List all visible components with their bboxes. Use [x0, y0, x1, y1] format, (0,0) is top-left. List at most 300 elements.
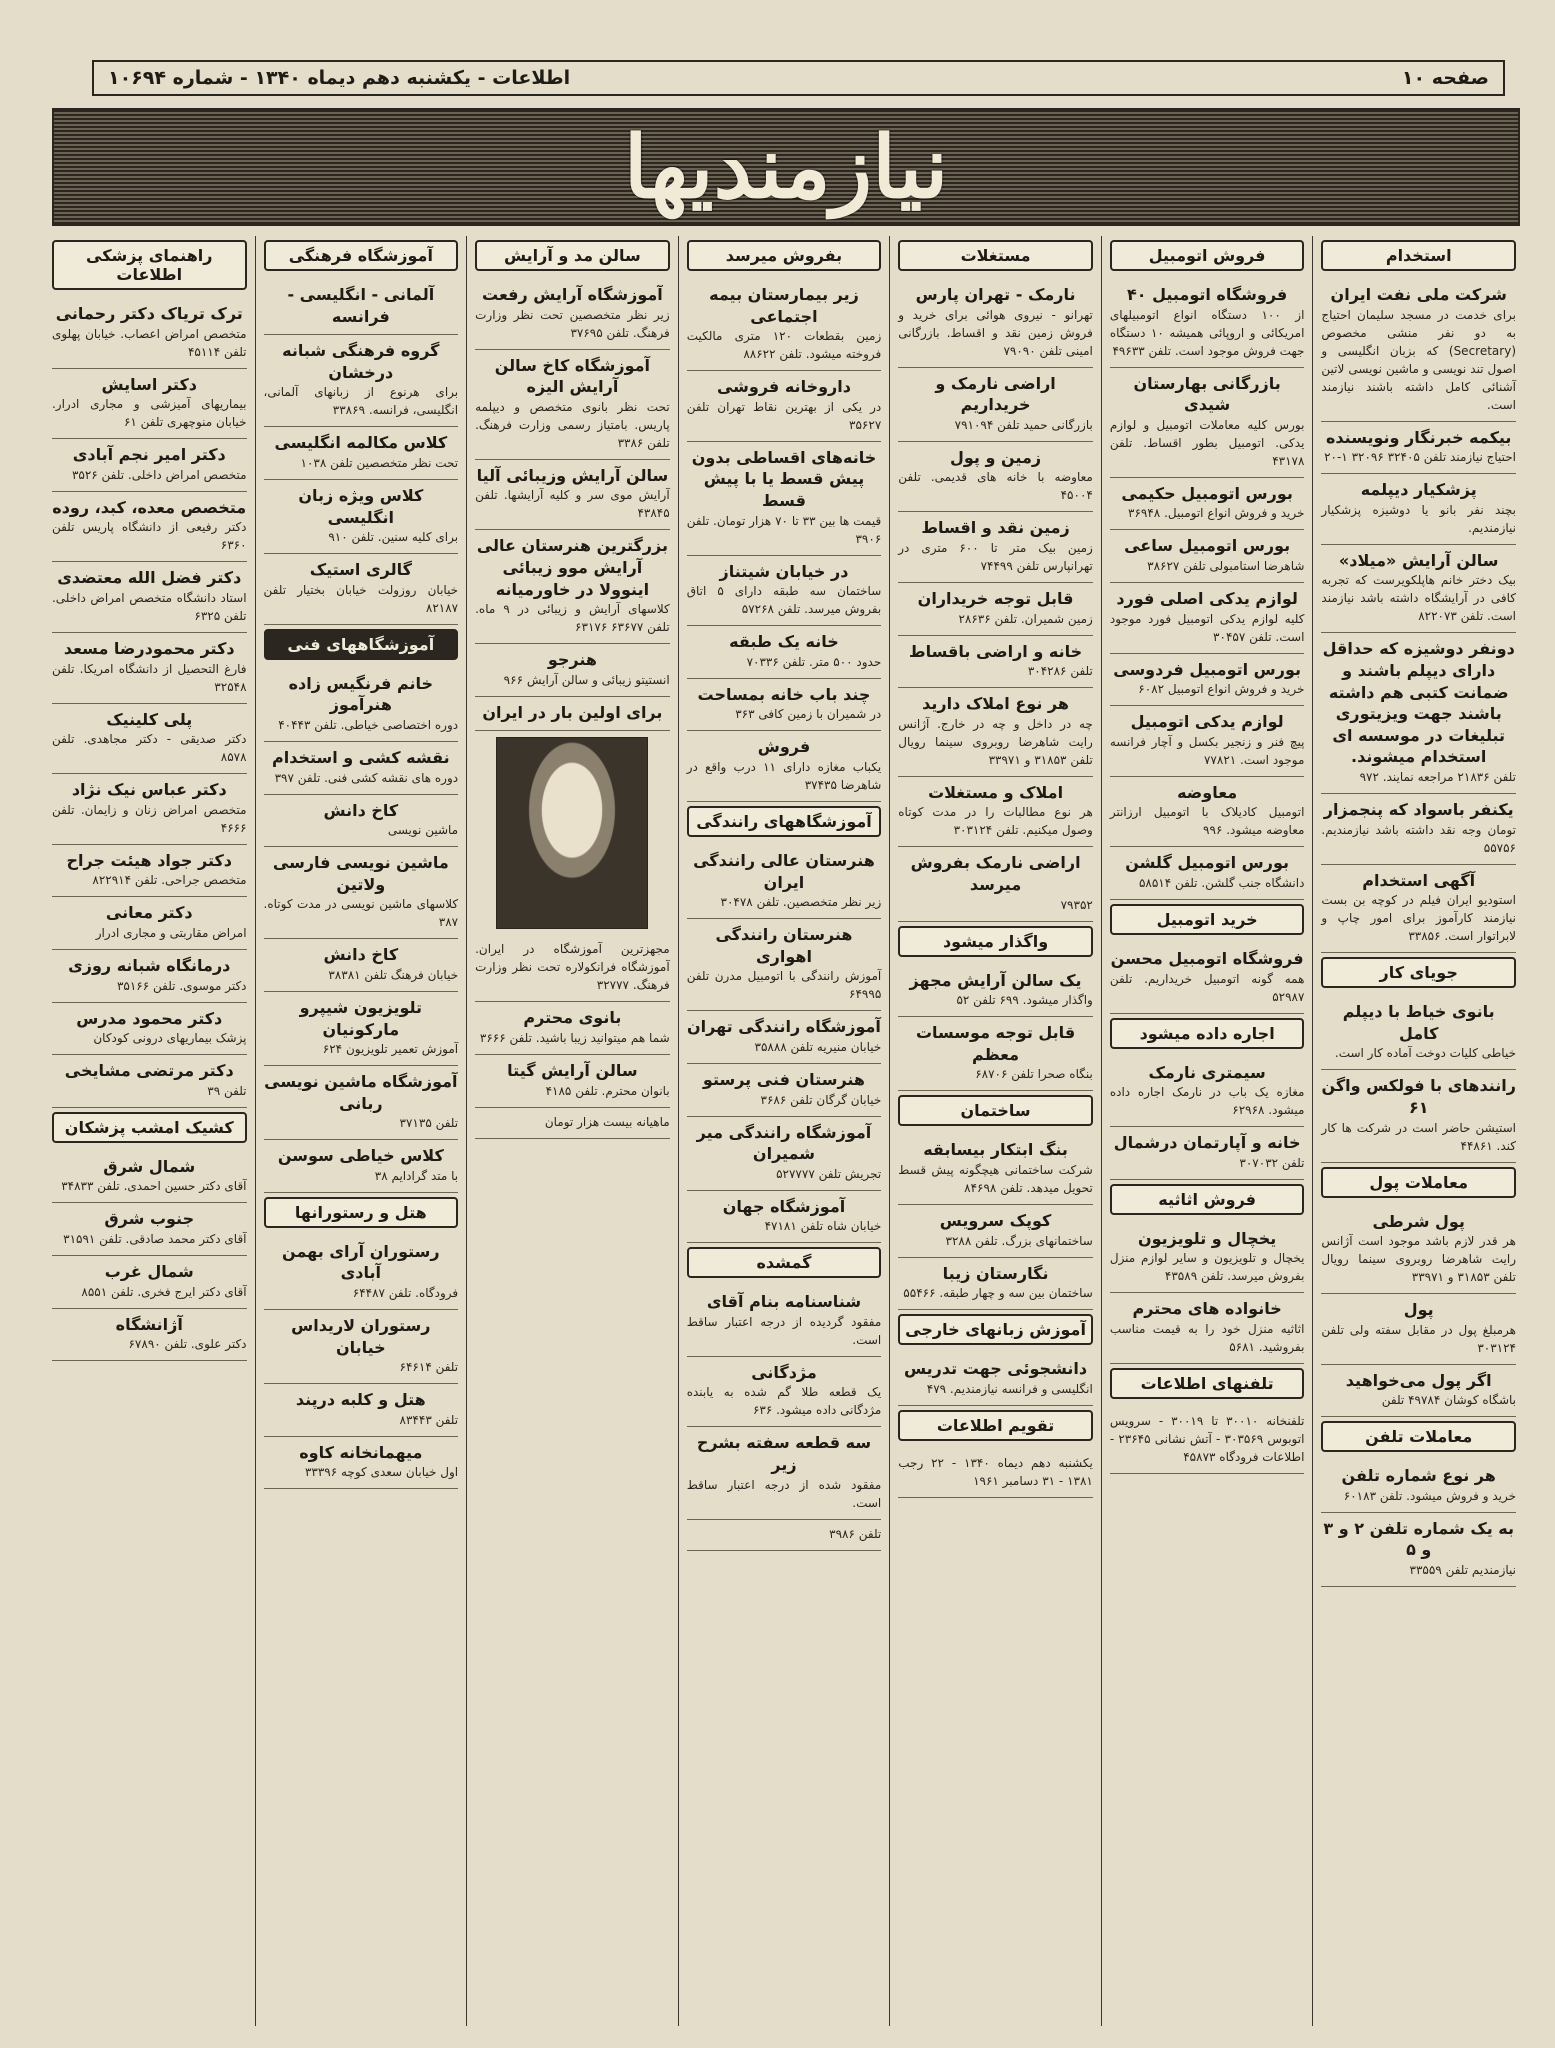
classified-ad	[1321, 1513, 1516, 1587]
ad-title: یک سالن آرایش مجهز	[909, 970, 1082, 990]
ad-body: زیر نظر متخصصین. تلفن ۳۰۴۷۸	[720, 895, 882, 910]
ad-title: زمین نقد و اقساط	[921, 518, 1070, 538]
ad-body: تلفنخانه ۳۰۰۱۰ تا ۳۰۰۱۹ - سرویس اتوبوس ۳۰۳۵۶۹ - آتش نشانی ۲۳۶۴۵ - اطلاعات فرودگاه ۴۵۸۷۳	[1109, 1413, 1305, 1464]
ad-body: بچند نفر بانو یا دوشیزه پزشکیار نیازمندیم.	[1321, 502, 1516, 535]
ad-title: بزرگترین هنرستان عالی آرایش موو زیبائی اینوولا در خاورمیانه	[476, 536, 668, 599]
ad-title: کاخ دانش	[323, 800, 399, 820]
ad-body: شما هم میتوانید زیبا باشید. تلفن ۳۶۶۶	[479, 1030, 670, 1045]
classified-ad	[264, 1384, 459, 1437]
ad-body: خیابان شاه تلفن ۴۷۱۸۱	[764, 1219, 882, 1234]
classified-ad	[52, 439, 247, 492]
column-4	[678, 236, 890, 2026]
classified-ad	[52, 1151, 247, 1204]
ad-title: در خیابان شیتناز	[719, 561, 849, 581]
ad-body: دکتر موسوی. تلفن ۳۵۱۶۶	[116, 978, 247, 993]
classified-ad	[52, 369, 247, 440]
section-heading: ساختمان	[898, 1095, 1093, 1126]
classified-ad	[264, 480, 459, 554]
ad-body: تجریش تلفن ۵۲۷۷۷۷	[776, 1166, 882, 1181]
classified-ad	[687, 845, 882, 919]
dateline: اطلاعات - یکشنبه دهم دیماه ۱۳۴۰ - شماره ۱۰۶۹۴	[108, 67, 571, 89]
ad-title: معاوضه	[1177, 782, 1238, 802]
classified-ad	[687, 442, 882, 556]
ad-title: شمال شرق	[103, 1156, 196, 1176]
ad-body: بانوان محترم. تلفن ۴۱۸۵	[545, 1083, 670, 1098]
ad-title: هر نوع شماره تلفن	[1341, 1466, 1496, 1486]
ad-body: دکتر صدیقی - دکتر مجاهدی. تلفن ۸۵۷۸	[51, 732, 247, 765]
classified-ad	[1110, 943, 1305, 1014]
section-heading: آموزشگاه فرهنگی	[264, 240, 459, 271]
classified-ad	[264, 1310, 459, 1384]
ad-title: بانوی محترم	[523, 1008, 622, 1028]
classified-ad	[1321, 422, 1516, 475]
classified-ad	[264, 1140, 459, 1193]
ad-body: هر قدر لازم باشد موجود است آژانس رایت شاهرضا روبروی سینما رویال تلفن ۳۱۸۵۳ و ۳۳۹۷۱	[1321, 1234, 1516, 1285]
classified-ad	[1110, 1057, 1305, 1128]
classified-ad	[898, 777, 1093, 848]
classified-ad	[898, 1134, 1093, 1205]
ad-title: اراضی نارمک بفروش میرسد	[910, 853, 1081, 894]
classified-ad	[898, 1258, 1093, 1311]
ad-title: سیمتری نارمک	[1148, 1062, 1266, 1082]
ad-title: آموزشگاه ماشین نویسی ربانی	[264, 1072, 458, 1113]
ad-title: بازرگانی بهارستان شیدی	[1133, 373, 1281, 415]
ad-body: دانشگاه جنب گلشن. تلفن ۵۸۵۱۴	[1138, 875, 1305, 890]
ad-body: تلفن ۳۰۴۲۸۶	[1027, 664, 1093, 679]
ad-body: اتومبیل کادیلاک با اتومبیل ارزانتر معاوضه میشود. ۹۹۶	[1109, 805, 1305, 838]
ad-title: درمانگاه شبانه روزی	[68, 955, 231, 975]
classified-ad	[52, 704, 247, 775]
classified-ad	[1321, 279, 1516, 422]
ad-title: دکتر امیر نجم آبادی	[72, 445, 226, 465]
classified-ad	[898, 512, 1093, 583]
ad-title: دکتر عباس نیک نژاد	[71, 780, 227, 800]
ad-body: آقای دکتر محمد صادقی. تلفن ۳۱۵۹۱	[63, 1231, 247, 1246]
ad-body: تلفن ۳۹۸۶	[829, 1526, 882, 1541]
ad-title: کاخ دانش	[323, 945, 399, 965]
section-heading: هتل و رستورانها	[264, 1197, 459, 1228]
ad-body: انگلیسی و فرانسه نیازمندیم. ۴۷۹	[926, 1381, 1093, 1396]
classified-ad	[1321, 1206, 1516, 1295]
classified-ad	[52, 1256, 247, 1309]
section-banner	[52, 108, 1520, 226]
ad-title: برای اولین بار در ایران	[482, 702, 663, 722]
classified-ad	[475, 935, 670, 1002]
classified-ad	[475, 460, 670, 531]
ad-body: استاد دانشگاه متخصص امراض داخلی. تلفن ۶۳۲۵	[51, 590, 247, 623]
classified-ad	[52, 562, 247, 633]
ad-body: آرایش موی سر و کلیه آرایشها. تلفن ۴۳۸۴۵	[475, 488, 670, 521]
ad-body: ساختمان بین سه و چهار طبقه. ۵۵۴۶۶	[903, 1286, 1093, 1301]
classified-ad	[264, 992, 459, 1066]
ad-body: کلاسهای آرایش و زیبائی در ۹ ماه. تلفن ۶۳۶۷۷ ۶۳۱۷۶	[475, 602, 670, 635]
ad-body: خیابان فرهنگ تلفن ۳۸۳۸۱	[328, 967, 459, 982]
classified-ad	[687, 679, 882, 732]
ad-body: یخچال و تلویزیون و سایر لوازم منزل بفروش میرسد. تلفن ۴۳۵۸۹	[1109, 1251, 1305, 1284]
ad-body: بنگاه صحرا تلفن ۶۸۷۰۶	[975, 1067, 1093, 1082]
ad-body: زمین بقطعات ۱۲۰ متری مالکیت فروخته میشود. تلفن ۸۸۶۲۲	[686, 329, 882, 362]
classified-ad	[687, 556, 882, 627]
classified-ad	[264, 335, 459, 427]
ad-body: واگذار میشود. ۶۹۹ تلفن ۵۲	[956, 993, 1093, 1008]
classified-ad	[687, 1117, 882, 1191]
ad-title: ترک تریاک دکتر رحمانی	[55, 304, 243, 323]
ad-body: خیاطی کلیات دوخت آماده کار است.	[1334, 1046, 1516, 1061]
classified-ad	[1110, 530, 1305, 583]
section-heading: آموزش زبانهای خارجی	[898, 1314, 1093, 1345]
ad-title: سالن آرایش «میلاد»	[1338, 550, 1499, 570]
ad-body: ساختمان سه طبقه دارای ۵ اتاق بفروش میرسد. تلفن ۵۷۲۶۸	[686, 584, 882, 617]
ad-body: نیازمندیم تلفن ۳۳۵۵۹	[1409, 1563, 1516, 1578]
ad-title: سالن آرایش گیتا	[507, 1060, 638, 1080]
ad-title: هنرجو	[547, 650, 597, 670]
classified-ad	[687, 1191, 882, 1244]
ad-body: تحت نظر متخصصین تلفن ۱۰۳۸	[300, 455, 459, 470]
ad-title: لوازم یدکی اتومبیل	[1130, 712, 1284, 732]
ad-title: شرکت ملی نفت ایران	[1330, 285, 1507, 304]
ad-title: دکتر جواد هیئت جراح	[66, 850, 233, 870]
classified-ad	[898, 688, 1093, 777]
classified-ad	[898, 1353, 1093, 1406]
ad-body: در یکی از بهترین نقاط تهران تلفن ۳۵۶۲۷	[686, 399, 882, 432]
ad-body: تهرانو - نیروی هوائی برای خرید و فروش زمین نقد و اقساط. بازرگانی امینی تلفن ۷۹۰۹۰	[898, 307, 1093, 358]
ad-body: دکتر رفیعی از دانشگاه پاریس تلفن ۶۳۶۰	[51, 520, 247, 553]
ad-title: بانوی خیاط با دیپلم کامل	[1342, 1002, 1495, 1043]
section-heading: تلفنهای اطلاعات	[1110, 1368, 1305, 1399]
ad-title: ماشین نویسی فارسی ولاتین	[272, 853, 449, 894]
ad-title: رستوران آرای بهمن آبادی	[282, 1241, 440, 1283]
ad-title: کوپک سرویس	[939, 1210, 1052, 1230]
ad-body: متخصص امراض زنان و زایمان. تلفن ۴۶۶۶	[51, 802, 247, 835]
classified-ad	[475, 1002, 670, 1055]
section-heading: مستغلات	[898, 240, 1093, 271]
ad-body: یکشنبه دهم دیماه ۱۳۴۰ - ۲۲ رجب ۱۳۸۱ - ۳۱ دسامبر ۱۹۶۱	[898, 1455, 1093, 1488]
classified-ad	[687, 919, 882, 1011]
classified-ad	[475, 350, 670, 460]
ad-title: دکتر اسایش	[101, 374, 197, 394]
ad-title: نگارستان زیبا	[942, 1263, 1049, 1283]
ad-title: هر نوع املاک دارید	[922, 694, 1069, 714]
ad-body: استودیو ایران فیلم در کوچه بن بست نیازمند کارآموز برای امور چاپ و لابراتوار است. ۳۳۸۵۶	[1321, 893, 1516, 944]
classified-ad	[1110, 1127, 1305, 1180]
section-heading: فروش اثاثیه	[1110, 1184, 1305, 1215]
classified-ad	[475, 1108, 670, 1139]
ad-body: بازرگانی حمید تلفن ۷۹۱۰۹۴	[954, 417, 1093, 432]
classified-ad	[1110, 1223, 1305, 1294]
classified-ad	[52, 897, 247, 950]
ad-body: دوره اختصاصی خیاطی. تلفن ۴۰۴۴۳	[278, 717, 459, 732]
ad-body: تلفن ۳۷۱۳۵	[399, 1116, 459, 1131]
classified-ad	[1321, 794, 1516, 865]
classified-ad	[1321, 996, 1516, 1070]
ad-title: فروش	[757, 737, 811, 757]
classified-ad	[1321, 633, 1516, 794]
ad-body: چه در داخل و چه در خارج. آژانس رایت شاهرضا روبروی سینما رویال تلفن ۳۱۸۵۳ و ۳۳۹۷۱	[898, 716, 1093, 767]
ad-body: امراض مقاربتی و مجاری ادرار	[95, 925, 247, 940]
section-heading: آموزشگاههای رانندگی	[687, 806, 882, 837]
ad-title: بورس اتومبیل گلشن	[1125, 853, 1290, 873]
ad-body: باشگاه کوشان ۴۹۷۸۴ تلفن	[1381, 1393, 1516, 1408]
ad-body: زمین بیک متر تا ۶۰۰ متری در تهرانپارس تلفن ۷۴۴۹۹	[898, 540, 1093, 573]
ad-body: پیچ فنر و زنجیر بکسل و آچار فرانسه موجود است. ۷۷۸۲۱	[1109, 734, 1305, 767]
ad-body: خیابان گرگان تلفن ۳۶۸۶	[760, 1092, 882, 1107]
classified-ad	[264, 1236, 459, 1310]
classified-ad	[1110, 368, 1305, 478]
ad-title: آموزشگاه رانندگی تهران	[687, 1017, 881, 1037]
classified-ad	[264, 427, 459, 480]
ad-title: میهمانخانه کاوه	[299, 1442, 423, 1462]
ad-title: پلی کلینیک	[106, 709, 193, 729]
classified-ad	[687, 731, 882, 802]
ad-body: همه گونه اتومبیل خریداریم. تلفن ۵۲۹۸۷	[1109, 971, 1305, 1004]
ad-title: املاک و مستغلات	[928, 782, 1064, 802]
ad-body: یک قطعه طلا گم شده به یابنده مژدگانی داده میشود. ۶۳۶	[686, 1385, 882, 1418]
ad-body: پزشک بیماریهای درونی کودکان	[93, 1031, 247, 1046]
ad-body: برای خدمت در مسجد سلیمان احتیاج به دو نفر منشی مخصوص (Secretary) که بزبان انگلیسی و اصول تند نویسی و ماشین نویسی لاتین آشنائی کامل داشته باشند نیازمند است.	[1321, 307, 1516, 412]
ad-title: قابل توجه موسسات معظم	[915, 1023, 1076, 1064]
ad-title: مژدگانی	[751, 1362, 817, 1382]
ad-body: متخصص امراض داخلی. تلفن ۳۵۲۶	[71, 467, 247, 482]
ad-columns	[44, 236, 1524, 2026]
classified-ad	[1110, 706, 1305, 777]
classified-ad	[687, 1357, 882, 1428]
ad-body: بیماریهای آمیزشی و مجاری ادرار. خیابان منوچهری تلفن ۶۱	[51, 397, 247, 430]
ad-title: بورس اتومبیل ساعی	[1124, 536, 1291, 556]
classified-ad	[898, 1017, 1093, 1091]
ad-title: دکتر مرتضی مشایخی	[64, 1061, 234, 1081]
ad-title: هنرستان رانندگی اهواری	[715, 925, 853, 966]
classified-ad	[687, 371, 882, 442]
classified-ad	[687, 1064, 882, 1117]
ad-title: آژانشگاه	[115, 1314, 183, 1334]
ad-title: زمین و پول	[950, 447, 1042, 467]
classified-ad	[687, 1427, 882, 1519]
ad-body: دوره های نقشه کشی فنی. تلفن ۳۹۷	[274, 770, 459, 785]
ad-body: معاوضه با خانه های قدیمی. تلفن ۴۵۰۰۴	[898, 470, 1093, 503]
classified-ad	[264, 939, 459, 992]
column-2	[1101, 236, 1313, 2026]
ad-title: آگهی استخدام	[1362, 870, 1476, 890]
column-6	[255, 236, 467, 2026]
column-7	[44, 236, 255, 2026]
ad-title: پول	[1403, 1300, 1434, 1320]
ad-body: خیابان روزولت خیابان بختیار تلفن ۸۲۱۸۷	[263, 582, 459, 615]
ad-body: بورس کلیه معاملات اتومبیل و لوازم یدکی. اتومبیل بطور اقساط. تلفن ۴۳۱۷۸	[1109, 417, 1305, 468]
classified-ad	[264, 668, 459, 742]
ad-body: خرید و فروش انواع اتومبیل ۶۰۸۲	[1138, 682, 1305, 697]
page-number: صفحه ۱۰	[1401, 67, 1489, 89]
classified-ad	[475, 697, 670, 732]
ad-body: برای هرنوع از زبانهای آلمانی، انگلیسی، فرانسه. ۳۳۸۶۹	[263, 385, 459, 418]
ad-title: بنگ ابتکار بیسابقه	[923, 1140, 1068, 1160]
ad-body: استیشن حاضر است در شرکت ها کار کند. ۴۴۸۶۱	[1321, 1120, 1516, 1153]
section-heading: معاملات پول	[1321, 1167, 1516, 1198]
ad-title: خانم فرنگیس زاده هنرآموز	[288, 673, 434, 715]
ad-title: نارمک - تهران پارس	[915, 285, 1076, 304]
ad-title: کلاس ویژه زبان انگلیسی	[298, 485, 424, 527]
ad-title: بیکمه خبرنگار ونویسنده	[1325, 427, 1512, 447]
classified-ad	[687, 626, 882, 679]
ad-title: متخصص معده، کبد، روده	[52, 497, 247, 517]
ad-body: تلفن ۳۹	[207, 1083, 247, 1098]
ad-title: رانندهای با فولکس واگن ۶۱	[1321, 1076, 1516, 1117]
ad-title: نقشه کشی و استخدام	[271, 747, 450, 767]
classified-ad	[898, 1449, 1093, 1498]
ad-title: خانه و اراضی باقساط	[908, 641, 1083, 661]
ad-body: ۷۹۳۵۲	[1060, 897, 1093, 912]
ad-body: شاهرضا استامبولی تلفن ۳۸۶۲۷	[1147, 558, 1305, 573]
classified-ad	[1321, 1070, 1516, 1162]
ad-title: یکنفر باسواد که پنجمزار	[1323, 799, 1514, 819]
ad-body: برای کلیه سنین. تلفن ۹۱۰	[328, 530, 459, 545]
classified-ad	[264, 742, 459, 795]
ad-title: آموزشگاه کاخ سالن آرایش الیزه	[494, 355, 651, 397]
banner-title: نیازمندیها	[623, 116, 949, 218]
classified-ad	[52, 774, 247, 845]
classified-ad	[52, 633, 247, 704]
ad-body: احتیاج نیازمند تلفن ۳۲۴۰۵ ۳۲۰۹۶ ۱-۲۰	[1324, 450, 1516, 465]
classified-ad	[52, 1003, 247, 1056]
ad-title: به یک شماره تلفن ۲ و ۳ و ۵	[1323, 1518, 1514, 1560]
classified-ad	[898, 583, 1093, 636]
ad-body: آقای دکتر حسین احمدی. تلفن ۳۴۸۳۳	[61, 1179, 247, 1194]
ad-title: آلمانی - انگلیسی - فرانسه	[287, 285, 435, 326]
ad-body: اثاثیه منزل خود را به قیمت مناسب بفروشید. ۵۶۸۱	[1109, 1321, 1305, 1354]
ad-title: بورس اتومبیل فردوسی	[1113, 659, 1301, 679]
classified-ad	[475, 644, 670, 697]
column-1	[1312, 236, 1524, 2026]
classified-ad	[264, 1066, 459, 1140]
ad-body: قیمت ها بین ۳۳ تا ۷۰ هزار تومان. تلفن ۳۹۰۶	[686, 513, 882, 546]
ad-body: ماشین نویسی	[387, 823, 459, 838]
ad-body: اول خیابان سعدی کوچه ۳۳۳۹۶	[304, 1465, 459, 1480]
ad-title: تلویزیون شیپرو مارکونیان	[299, 997, 423, 1039]
classified-ad	[52, 845, 247, 898]
ad-title: فروشگاه اتومبیل محسن	[1110, 948, 1304, 968]
ad-title: آموزشگاه جهان	[722, 1196, 846, 1216]
classified-ad	[1321, 545, 1516, 634]
classified-ad	[898, 847, 1093, 921]
ad-body: تلفن ۲۱۸۳۶ مراجعه نمایند. ۹۷۲	[1359, 769, 1516, 784]
ad-body: مجهزترین آموزشگاه در ایران. آموزشگاه فرانکولاره تحت نظر وزارت فرهنگ. ۳۲۷۷۷	[475, 942, 670, 993]
ad-body: خیابان منیریه تلفن ۳۵۸۸۸	[754, 1039, 882, 1054]
portrait-photo	[496, 737, 648, 929]
classified-ad	[898, 368, 1093, 442]
ad-body: خرید و فروش میشود. تلفن ۶۰۱۸۳	[1343, 1488, 1516, 1503]
classified-ad	[52, 1309, 247, 1362]
section-heading: استخدام	[1321, 240, 1516, 271]
ad-title: جنوب شرق	[104, 1209, 195, 1229]
classified-ad	[1110, 478, 1305, 531]
ad-title: دکتر محمود مدرس	[76, 1008, 223, 1028]
ad-title: داروخانه فروشی	[716, 377, 851, 397]
ad-title: دکتر محمودرضا مسعد	[63, 638, 235, 658]
classified-ad	[52, 492, 247, 563]
ad-body: یکباب مغازه دارای ۱۱ درب واقع در شاهرضا ۳۷۴۳۵	[686, 759, 882, 792]
classified-ad	[1110, 279, 1305, 368]
ad-title: پول شرطی	[1372, 1211, 1465, 1231]
ad-title: اراضی نارمک و خریداریم	[935, 373, 1056, 415]
ad-title: بورس اتومبیل حکیمی	[1121, 483, 1293, 503]
ad-title: آموزشگاه آرایش رفعت	[482, 285, 663, 304]
column-3	[889, 236, 1101, 2026]
classified-ad	[475, 1055, 670, 1108]
section-heading: گمشده	[687, 1247, 882, 1278]
ad-body: هر نوع مطالبات را در مدت کوتاه وصول میکنیم. تلفن ۳۰۳۱۲۴	[898, 805, 1093, 838]
classified-ad	[475, 279, 670, 350]
ad-title: دانشجوئی جهت تدریس	[904, 1359, 1088, 1379]
ad-title: سه قطعه سفته بشرح زیر	[696, 1433, 872, 1475]
ad-body: تلفن ۳۰۷۰۳۲	[1239, 1155, 1305, 1170]
ad-body: مفقود شده از درجه اعتبار ساقط است.	[686, 1477, 882, 1510]
classified-ad	[898, 279, 1093, 368]
ad-body: زمین شمیران. تلفن ۲۸۶۳۶	[958, 611, 1093, 626]
classified-ad	[475, 530, 670, 644]
ad-body: با متد گرادایم ۳۸	[374, 1168, 459, 1183]
ad-body: آقای دکتر ایرج فخری. تلفن ۸۵۵۱	[81, 1284, 247, 1299]
ad-body: فرودگاه. تلفن ۶۴۴۸۷	[352, 1286, 459, 1301]
classified-ad	[52, 950, 247, 1003]
ad-body: آموزش تعمیر تلویزیون ۶۲۴	[322, 1042, 459, 1057]
ad-title: گروه فرهنگی شبانه درخشان	[282, 341, 440, 382]
classified-ad	[687, 1286, 882, 1357]
ad-title: گالری استیک	[309, 560, 412, 580]
ad-title: اگر پول می‌خواهید	[1345, 1370, 1492, 1390]
ad-body: متخصص جراحی. تلفن ۸۲۲۹۱۴	[92, 873, 247, 888]
ad-title: یخچال و تلویزیون	[1137, 1228, 1277, 1248]
section-heading: سالن مد و آرایش	[475, 240, 670, 271]
ad-body: متخصص امراض اعصاب. خیابان پهلوی تلفن ۴۵۱۱۴	[51, 326, 247, 359]
section-heading: فروش اتومبیل	[1110, 240, 1305, 271]
classified-ad	[264, 554, 459, 625]
ad-body: مفقود گردیده از درجه اعتبار ساقط است.	[686, 1314, 882, 1347]
section-heading: اجاره داده میشود	[1110, 1018, 1305, 1049]
ad-body: حدود ۵۰۰ متر. تلفن ۷۰۳۳۶	[746, 654, 882, 669]
classified-ad	[1321, 1294, 1516, 1365]
classified-ad	[1321, 474, 1516, 545]
ad-body: تومان وجه نقد داشته باشد نیازمندیم. ۵۵۷۵۶	[1321, 822, 1516, 855]
ad-body: کلیه لوازم یدکی اتومبیل فورد موجود است. تلفن ۳۰۴۵۷	[1109, 611, 1305, 644]
ad-body: هرمبلغ پول در مقابل سفته ولی تلفن ۳۰۳۱۲۴	[1321, 1322, 1516, 1355]
classified-ad	[264, 1437, 459, 1490]
ad-body: ساختمانهای بزرگ. تلفن ۳۲۸۸	[945, 1233, 1093, 1248]
ad-body: تحت نظر بانوی متخصص و دیپلمه پاریس. بامتیاز رسمی وزارت فرهنگ. تلفن ۳۳۸۶	[475, 399, 670, 450]
classified-ad	[898, 965, 1093, 1018]
ad-title: رستوران لاریداس خیابان	[291, 1316, 431, 1357]
classified-ad	[898, 1205, 1093, 1258]
classified-ad	[1321, 1460, 1516, 1513]
ad-title: هتل و کلبه درپند	[295, 1390, 426, 1410]
ad-body: خرید و فروش انواع اتومبیل. ۳۶۹۴۸	[1128, 506, 1305, 521]
column-5	[466, 236, 678, 2026]
ad-title: شناسنامه بنام آقای	[706, 1292, 862, 1312]
classified-ad	[1321, 1365, 1516, 1418]
ad-title: دکتر معانی	[105, 903, 193, 923]
classified-ad	[687, 1011, 882, 1064]
classified-ad	[898, 636, 1093, 689]
ad-body: آموزش رانندگی با اتومبیل مدرن تلفن ۶۴۹۹۵	[686, 969, 882, 1002]
section-heading: واگذار میشود	[898, 926, 1093, 957]
ad-title: پزشکیار دیپلمه	[1360, 480, 1477, 500]
ad-title: هنرستان عالی رانندگی ایران	[693, 850, 875, 892]
classified-ad	[1110, 583, 1305, 654]
ad-title: آموزشگاه رانندگی میر شمیران	[696, 1122, 872, 1164]
section-heading: خرید اتومبیل	[1110, 904, 1305, 935]
ad-body: تلفن ۶۴۶۱۴	[399, 1360, 459, 1375]
ad-body: مغازه یک باب در نارمک اجاره داده میشود. ۶۲۹۶۸	[1109, 1085, 1305, 1118]
classified-ad	[52, 1055, 247, 1108]
classified-ad	[264, 847, 459, 939]
